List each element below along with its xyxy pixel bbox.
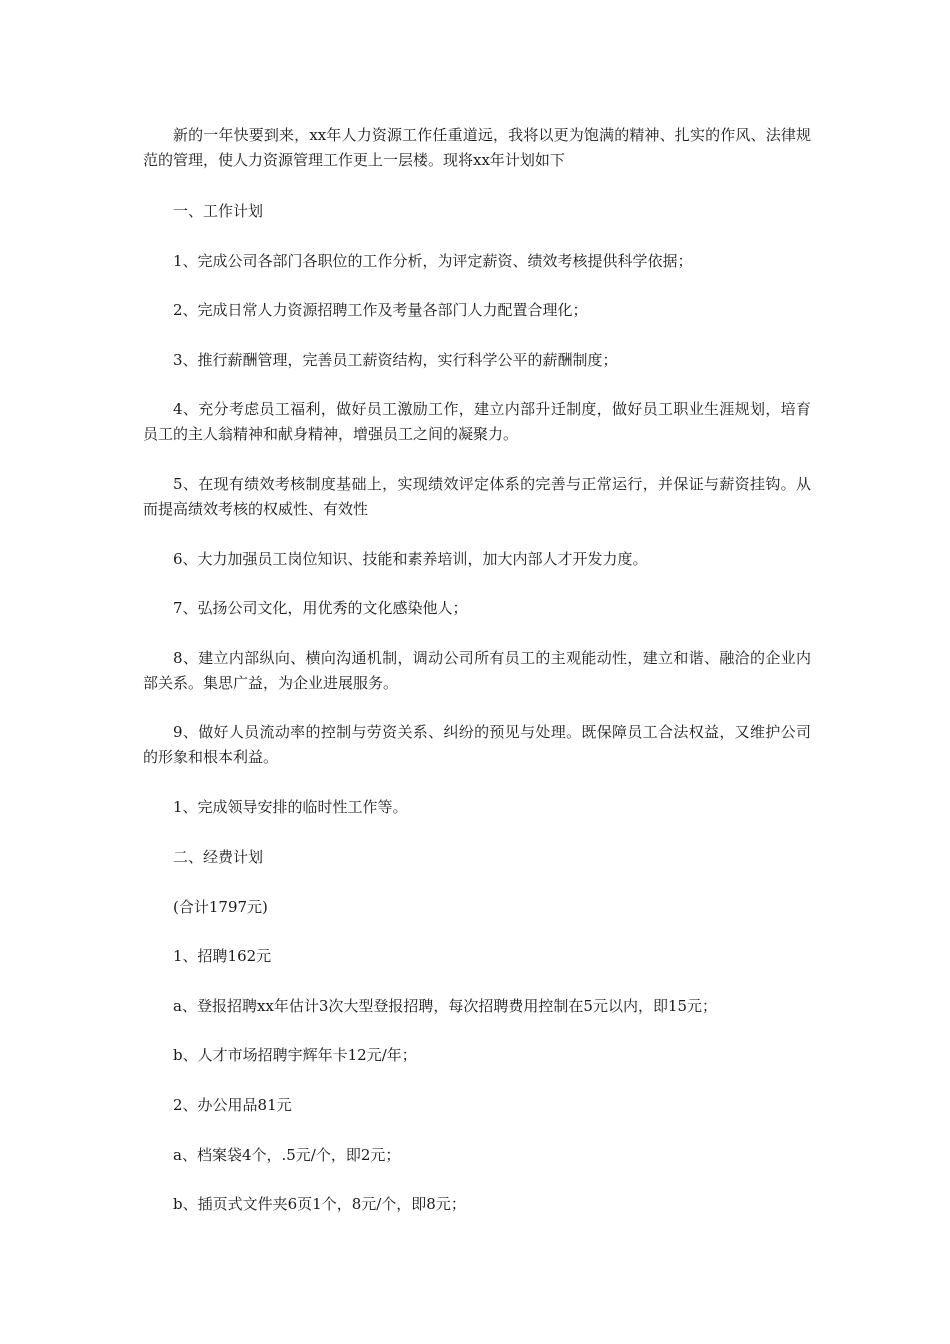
plan-item-3: 3、推行薪酬管理，完善员工薪资结构，实行科学公平的薪酬制度； <box>173 351 618 369</box>
plan-item-7: 7、弘扬公司文化，用优秀的文化感染他人； <box>173 599 468 617</box>
intro-paragraph: 新的一年快要到来，xx年人力资源工作任重道远，我将以更为饱满的精神、扎实的作风、法律规范的管理，使人力资源管理工作更上一层楼。现将xx年计划如下 <box>143 126 811 169</box>
budget-subitem-talent-market: b、人才市场招聘宇辉年卡12元/年； <box>173 1046 417 1064</box>
plan-item-8: 8、建立内部纵向、横向沟通机制，调动公司所有员工的主观能动性，建立和谐、融洽的企业内部关系。集思广益，为企业进展服务。 <box>143 649 811 692</box>
plan-item-1: 1、完成公司各部门各职位的工作分析，为评定薪资、绩效考核提供科学依据； <box>173 252 693 270</box>
budget-subitem-file-bags: a、档案袋4个，.5元/个，即2元； <box>173 1146 401 1164</box>
plan-item-10: 1、完成领导安排的临时性工作等。 <box>173 798 408 816</box>
budget-item-office-supplies: 2、办公用品81元 <box>173 1096 292 1114</box>
budget-item-recruitment: 1、招聘162元 <box>173 947 272 965</box>
plan-item-6: 6、大力加强员工岗位知识、技能和素养培训，加大内部人才开发力度。 <box>173 550 648 568</box>
plan-item-9: 9、做好人员流动率的控制与劳资关系、纠纷的预见与处理。既保障员工合法权益，又维护公司的形象和根本利益。 <box>143 723 811 766</box>
plan-item-4: 4、充分考虑员工福利，做好员工激励工作，建立内部升迁制度，做好员工职业生涯规划，培育员工的主人翁精神和献身精神，增强员工之间的凝聚力。 <box>143 400 811 443</box>
plan-item-2: 2、完成日常人力资源招聘工作及考量各部门人力配置合理化； <box>173 301 588 319</box>
budget-total: (合计1797元) <box>173 898 268 916</box>
section-heading-work-plan: 一、工作计划 <box>173 202 264 220</box>
budget-subitem-folders: b、插页式文件夹6页1个，8元/个，即8元； <box>173 1195 466 1213</box>
plan-item-5: 5、在现有绩效考核制度基础上，实现绩效评定体系的完善与正常运行，并保证与薪资挂钩。从而提高绩效考核的权威性、有效性 <box>143 475 811 518</box>
budget-subitem-newspaper: a、登报招聘xx年估计3次大型登报招聘，每次招聘费用控制在5元以内，即15元； <box>173 997 718 1015</box>
section-heading-budget-plan: 二、经费计划 <box>173 848 264 866</box>
